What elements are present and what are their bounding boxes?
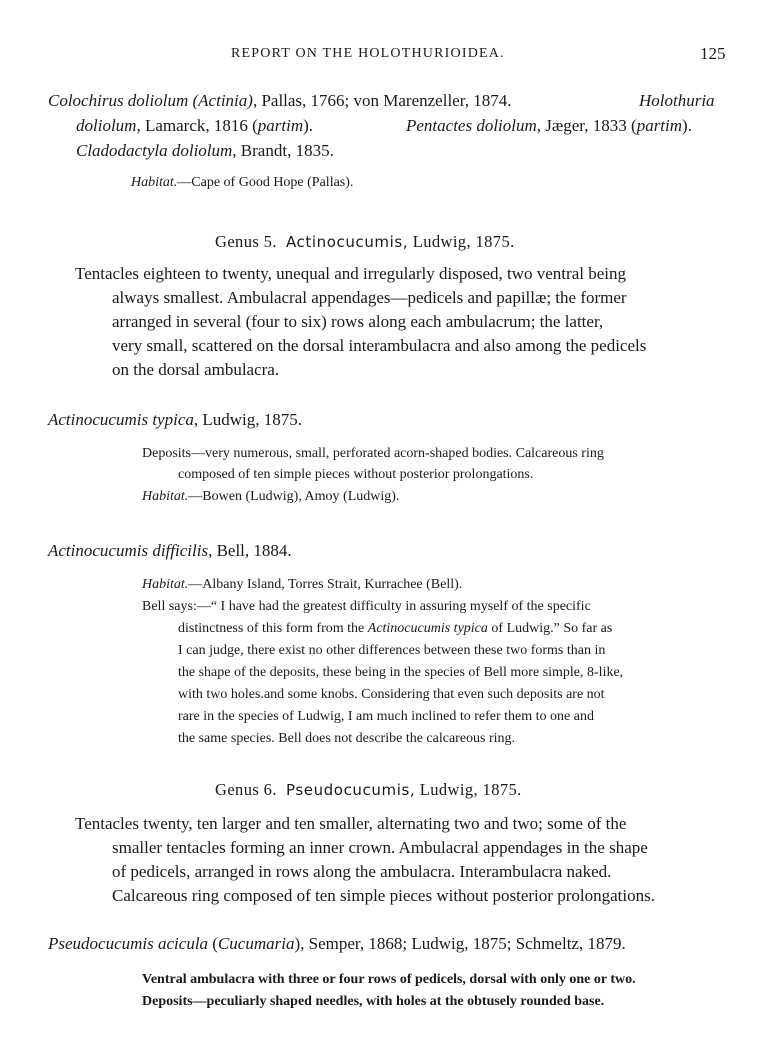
genus-heading: Genus 5. Actinocucumis, Ludwig, 1875. <box>215 232 515 251</box>
genus-description-line: on the dorsal ambulacra. <box>112 360 280 379</box>
genus-description-line: Tentacles twenty, ten larger and ten smaller, alternating two and two; some of the <box>75 814 627 833</box>
species-description-line: composed of ten simple pieces without posterior prolongations. <box>178 467 534 482</box>
quote-line: I can judge, there exist no other differences between these two forms than in <box>178 643 606 658</box>
synonymy-line-1: Colochirus doliolum (Actinia), Pallas, 1766; von Marenzeller, 1874. <box>48 91 512 110</box>
habitat-line: Habitat.—Cape of Good Hope (Pallas). <box>131 175 354 190</box>
habitat-line: Habitat.—Albany Island, Torres Strait, Kurrachee (Bell). <box>142 577 463 592</box>
quote-line: Bell says:—“ I have had the greatest difficulty in assuring myself of the specific <box>142 599 591 614</box>
synonymy-line-1-end: Holothuria <box>639 91 715 110</box>
species-description-line: Ventral ambulacra with three or four rows of pedicels, dorsal with only one or two. <box>142 972 636 987</box>
species-name: Colochirus doliolum (Actinia) <box>48 91 253 110</box>
habitat-line: Habitat.—Bowen (Ludwig), Amoy (Ludwig). <box>142 489 400 504</box>
synonymy-line-3: Cladodactyla doliolum, Brandt, 1835. <box>76 141 334 160</box>
quote-line: the same species. Bell does not describe the calcareous ring. <box>178 731 516 746</box>
page-number: 125 <box>700 44 726 63</box>
genus-description-line: very small, scattered on the dorsal interambulacra and also among the pedicels <box>112 336 647 355</box>
genus-description-line: smaller tentacles forming an inner crown. Ambulacral appendages in the shape <box>112 838 648 857</box>
quote-line: with two holes.and some knobs. Considering that even such deposits are not <box>178 687 605 702</box>
quote-line: distinctness of this form from the Actinocucumis typica of Ludwig.” So far as <box>178 621 613 636</box>
species-description-line: Deposits—peculiarly shaped needles, with holes at the obtusely rounded base. <box>142 994 605 1009</box>
genus-description-line: of pedicels, arranged in rows along the ambulacra. Interambulacra naked. <box>112 862 612 881</box>
quote-line: the shape of the deposits, these being in the species of Bell more simple, 8-like, <box>178 665 624 680</box>
genus-heading: Genus 6. Pseudocucumis, Ludwig, 1875. <box>215 780 522 799</box>
synonymy-line-2: doliolum, Lamarck, 1816 (partim). <box>76 116 314 135</box>
species-heading: Actinocucumis difficilis, Bell, 1884. <box>48 541 292 560</box>
species-heading: Actinocucumis typica, Ludwig, 1875. <box>48 410 303 429</box>
genus-description-line: Tentacles eighteen to twenty, unequal and irregularly disposed, two ventral being <box>75 264 626 283</box>
quote-line: rare in the species of Ludwig, I am much inclined to refer them to one and <box>178 709 594 724</box>
genus-description-line: always smallest. Ambulacral appendages—pedicels and papillæ; the former <box>112 288 627 307</box>
synonymy-line-2-end: Pentactes doliolum, Jæger, 1833 (partim). <box>406 116 692 135</box>
genus-description-line: Calcareous ring composed of ten simple pieces without posterior prolongations. <box>112 886 655 905</box>
running-title: REPORT ON THE HOLOTHURIOIDEA. <box>231 46 505 61</box>
species-heading: Pseudocucumis acicula (Cucumaria), Semper, 1868; Ludwig, 1875; Schmeltz, 1879. <box>48 934 626 953</box>
genus-description-line: arranged in several (four to six) rows along each ambulacrum; the latter, <box>112 312 604 331</box>
species-description-line: Deposits—very numerous, small, perforated acorn-shaped bodies. Calcareous ring <box>142 446 604 461</box>
